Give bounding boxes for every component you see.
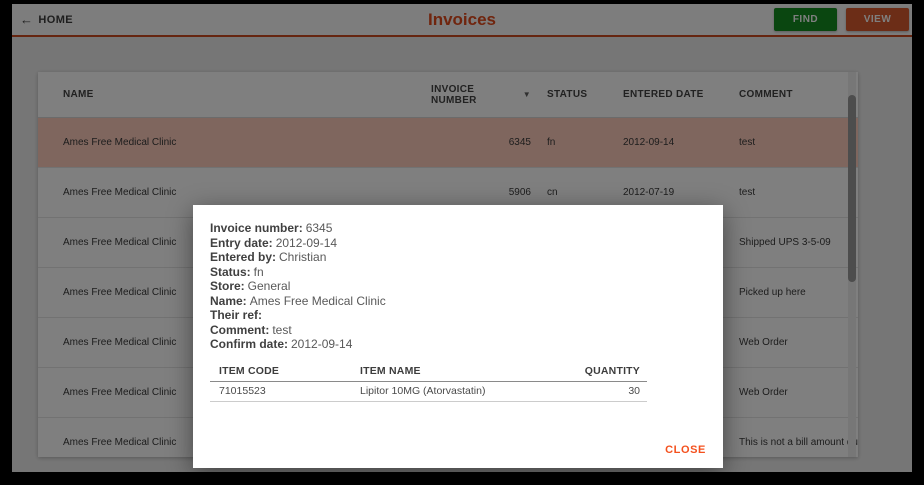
detail-line: Confirm date: 2012-09-14 xyxy=(210,337,353,351)
detail-line: Their ref: xyxy=(210,308,263,322)
item-name: Lipitor 10MG (Atorvastatin) xyxy=(360,385,486,397)
items-column-quantity: QUANTITY xyxy=(584,365,640,377)
detail-line: Entry date: 2012-09-14 xyxy=(210,235,338,250)
app-window xyxy=(12,4,912,472)
items-column-name: ITEM NAME xyxy=(360,365,421,377)
detail-line: Status: fn xyxy=(210,264,264,279)
items-column-code: ITEM CODE xyxy=(219,365,280,377)
item-quantity: 30 xyxy=(628,385,640,397)
item-code: 71015523 xyxy=(219,385,266,397)
detail-line: Name: Ames Free Medical Clinic xyxy=(210,293,386,308)
detail-line: Entered by: Christian xyxy=(210,250,327,264)
invoice-details xyxy=(210,221,706,352)
items-table-header xyxy=(210,362,647,382)
close-button[interactable]: CLOSE xyxy=(665,444,706,456)
items-table-row xyxy=(210,382,647,402)
detail-line: Comment: test xyxy=(210,322,292,337)
detail-line: Invoice number: 6345 xyxy=(210,221,333,235)
invoice-items-table xyxy=(210,362,647,402)
invoice-detail-modal xyxy=(193,205,723,468)
detail-line: Store: General xyxy=(210,279,291,293)
